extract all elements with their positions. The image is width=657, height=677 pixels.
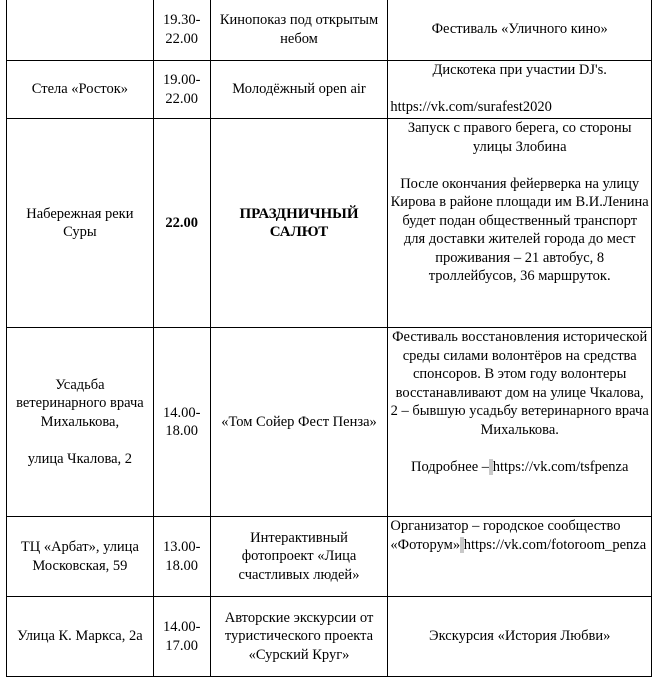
table-row [7, 61, 652, 119]
time-cell: 19.30-22.00 [153, 0, 210, 61]
table-row [7, 0, 652, 61]
place-text: Усадьба ветеринарного врача Михалькова, [16, 376, 144, 430]
event-cell: «Том Сойер Фест Пенза» [210, 328, 388, 517]
description-text: Запуск с правого берега, со стороны улицы Злобина [407, 120, 632, 155]
events-schedule-table [6, 0, 652, 677]
description-text: Дискотека при участии DJ's. [432, 62, 607, 78]
more-info [390, 458, 649, 477]
description-cell [388, 119, 652, 328]
table-row [7, 119, 652, 328]
description-text-2: После окончания фейерверка на улицу Кирова в районе площади им В.И.Ленина будет подан общественный транспорт для доставки жителей города до мест проживания – 21 автобус, 8 троллейбусов, 36 маршруток. [390, 175, 649, 284]
description-text: Фестиваль восстановления исторической среды силами волонтёров на средства спонсоров. В этом году волонтеры восстанавливают дом на улице Чкалова, 2 – бывшую усадьбу ветеринарного врача Михалькова. [390, 329, 649, 438]
place-cell: Стела «Росток» [7, 61, 154, 119]
description-cell: Экскурсия «История Любви» [388, 597, 652, 677]
time-cell: 14.00-18.00 [153, 328, 210, 517]
description-cell [388, 328, 652, 517]
time-cell: 14.00-17.00 [153, 597, 210, 677]
description-cell [388, 61, 652, 119]
place-cell [7, 0, 154, 61]
description-text: Организатор – городское сообщество «Фоторум» [390, 518, 621, 553]
place-cell: ТЦ «Арбат», улица Московская, 59 [7, 517, 154, 597]
event-cell: Авторские экскурсии от туристического проекта «Сурский Круг» [210, 597, 388, 677]
table-row [7, 517, 652, 597]
description-cell [388, 517, 652, 597]
event-link[interactable]: https://vk.com/fotoroom_penza [463, 536, 647, 553]
place-cell [7, 328, 154, 517]
event-cell: ПРАЗДНИЧНЫЙ САЛЮТ [210, 119, 388, 328]
event-cell: Кинопоказ под открытым небом [210, 0, 388, 61]
time-cell: 22.00 [153, 119, 210, 328]
time-cell: 13.00-18.00 [153, 517, 210, 597]
event-link[interactable]: https://vk.com/surafest2020 [390, 99, 552, 115]
place-cell: Набережная реки Суры [7, 119, 154, 328]
description-cell: Фестиваль «Уличного кино» [388, 0, 652, 61]
event-cell: Интерактивный фотопроект «Лица счастливых людей» [210, 517, 388, 597]
event-link[interactable]: https://vk.com/tsfpenza [492, 458, 629, 475]
table-row [7, 328, 652, 517]
more-label: Подробнее – [410, 458, 490, 475]
place-address: улица Чкалова, 2 [27, 450, 133, 467]
time-cell: 19.00-22.00 [153, 61, 210, 119]
event-cell: Молодёжный open air [210, 61, 388, 119]
place-cell: Улица К. Маркса, 2а [7, 597, 154, 677]
table-row [7, 597, 652, 677]
